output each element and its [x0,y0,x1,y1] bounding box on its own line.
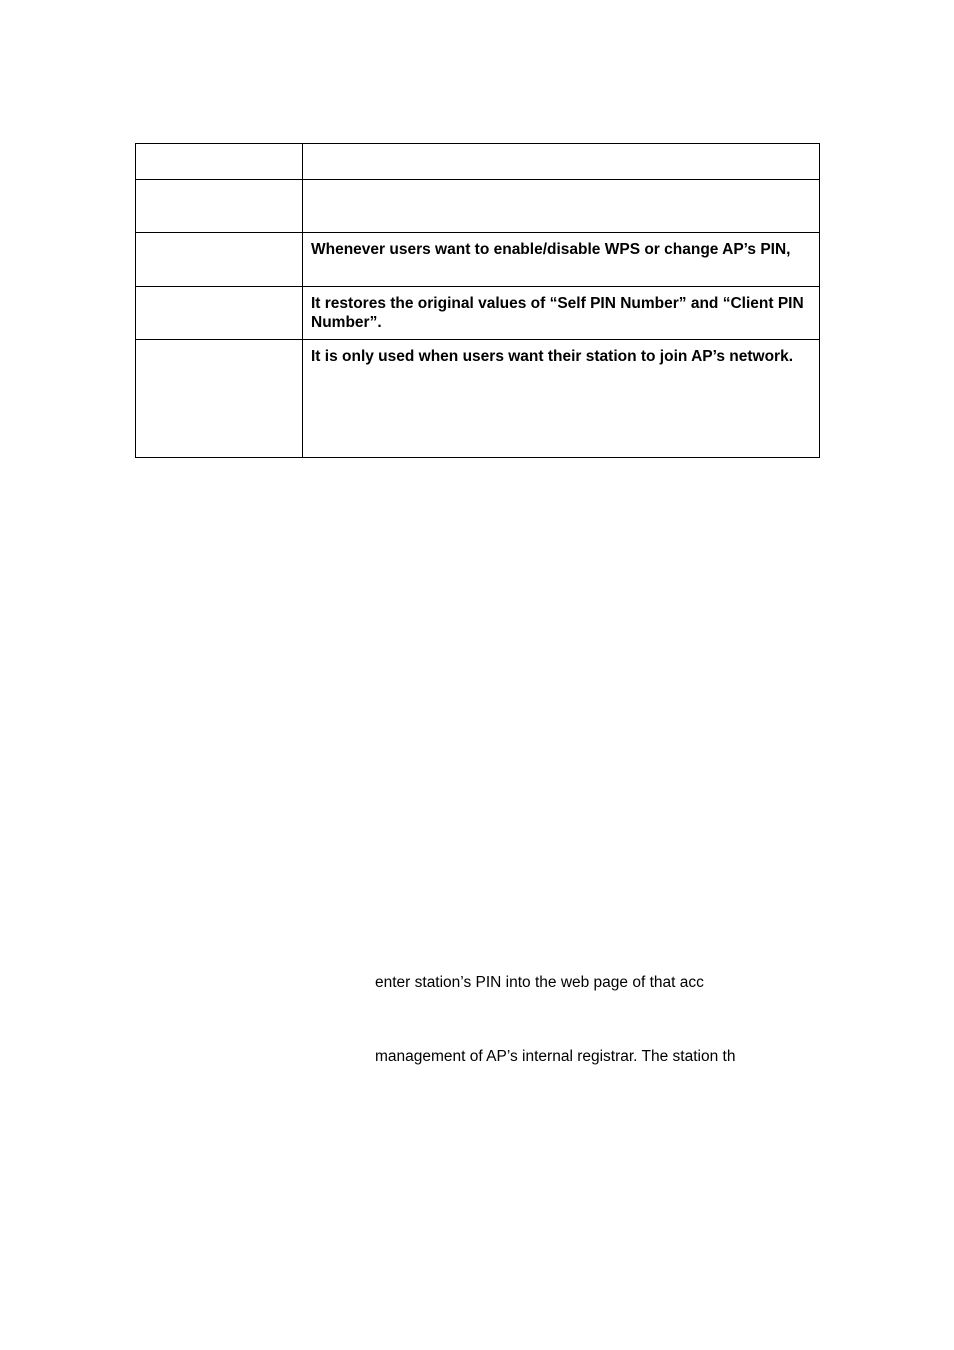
table-row [136,287,820,340]
table-row [136,180,820,233]
row-description-cell [303,340,820,458]
row-description-cell [303,233,820,287]
table-row [136,144,820,180]
row-label-cell [136,144,303,180]
body-text-line: enter station’s PIN into the web page of that acc [375,974,704,991]
row-description-cell [303,180,820,233]
row-label-cell [136,287,303,340]
settings-description-table [135,143,820,458]
table-row [136,340,820,458]
table-row [136,233,820,287]
row-description-cell [303,287,820,340]
row-label-cell [136,340,303,458]
body-text-line: management of AP’s internal registrar. The station th [375,1048,736,1065]
client-pin-description: It is only used when users want their station to join AP’s network. [311,348,794,365]
row-label-cell [136,233,303,287]
row-label-cell [136,180,303,233]
restore-pin-description: It restores the original values of “Self PIN Number” and “Client PIN Number”. [311,295,804,331]
wps-config-description: Whenever users want to enable/disable WPS or change AP’s PIN, [311,241,791,258]
row-description-cell [303,144,820,180]
